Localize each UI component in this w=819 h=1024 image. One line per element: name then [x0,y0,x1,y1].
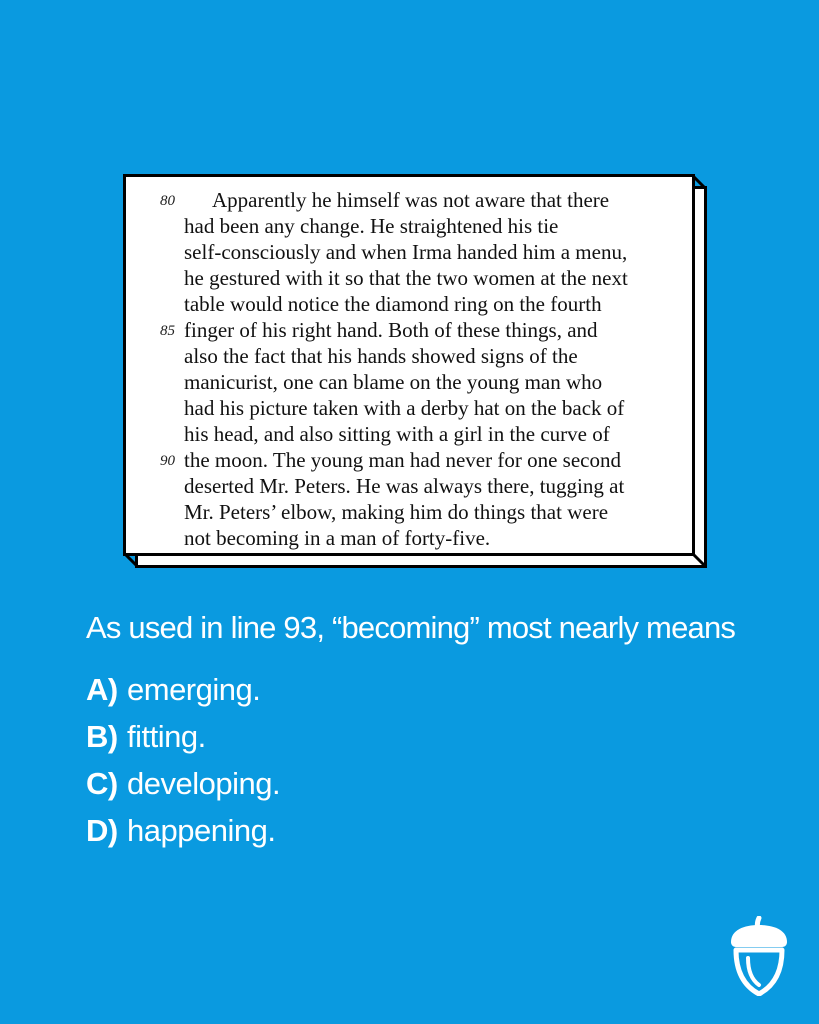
line-text: deserted Mr. Peters. He was always there, tugging at [184,474,625,498]
passage-line [126,395,692,421]
choice-text: developing. [127,766,281,801]
passage-line [126,499,692,525]
answer-choices [86,666,280,854]
answer-choice[interactable] [86,666,280,713]
choice-letter: C) [86,766,118,801]
choice-text: emerging. [127,672,261,707]
passage-line [126,265,692,291]
choice-letter: A) [86,672,118,707]
passage-line [126,525,692,551]
line-text: self-consciously and when Irma handed him a menu, [184,240,628,264]
line-text: Mr. Peters’ elbow, making him do things that were [184,500,609,524]
line-number: 85 [160,323,175,339]
line-text: he gestured with it so that the two women at the next [184,266,628,290]
answer-choice[interactable] [86,713,280,760]
line-text: his head, and also sitting with a girl in the curve of [184,422,610,446]
passage-line [126,239,692,265]
choice-text: fitting. [127,719,206,754]
choice-letter: B) [86,719,118,754]
passage-line [126,473,692,499]
line-text: the moon. The young man had never for one second [184,448,621,472]
line-number: 80 [160,193,175,209]
line-text: had been any change. He straightened his tie [184,214,559,238]
line-text: table would notice the diamond ring on the fourth [184,292,602,316]
choice-text: happening. [127,813,276,848]
line-text: had his picture taken with a derby hat on the back of [184,396,625,420]
line-text: finger of his right hand. Both of these things, and [184,318,598,342]
acorn-icon [726,916,792,996]
passage-line [126,187,692,213]
passage-line [126,421,692,447]
choice-letter: D) [86,813,118,848]
line-number: 90 [160,453,175,469]
passage-line [126,317,692,343]
passage-line [126,291,692,317]
line-text: not becoming in a man of forty-five. [184,526,491,550]
passage-line [126,343,692,369]
question-text: As used in line 93, “becoming” most nearly means [86,610,736,645]
passage-line [126,213,692,239]
passage-line [126,447,692,473]
answer-choice[interactable] [86,807,280,854]
answer-choice[interactable] [86,760,280,807]
passage-text [126,187,692,551]
line-text: manicurist, one can blame on the young man who [184,370,603,394]
line-text: also the fact that his hands showed signs of the [184,344,578,368]
passage-card [123,174,695,556]
passage-line [126,369,692,395]
line-text: Apparently he himself was not aware that there [212,188,610,212]
